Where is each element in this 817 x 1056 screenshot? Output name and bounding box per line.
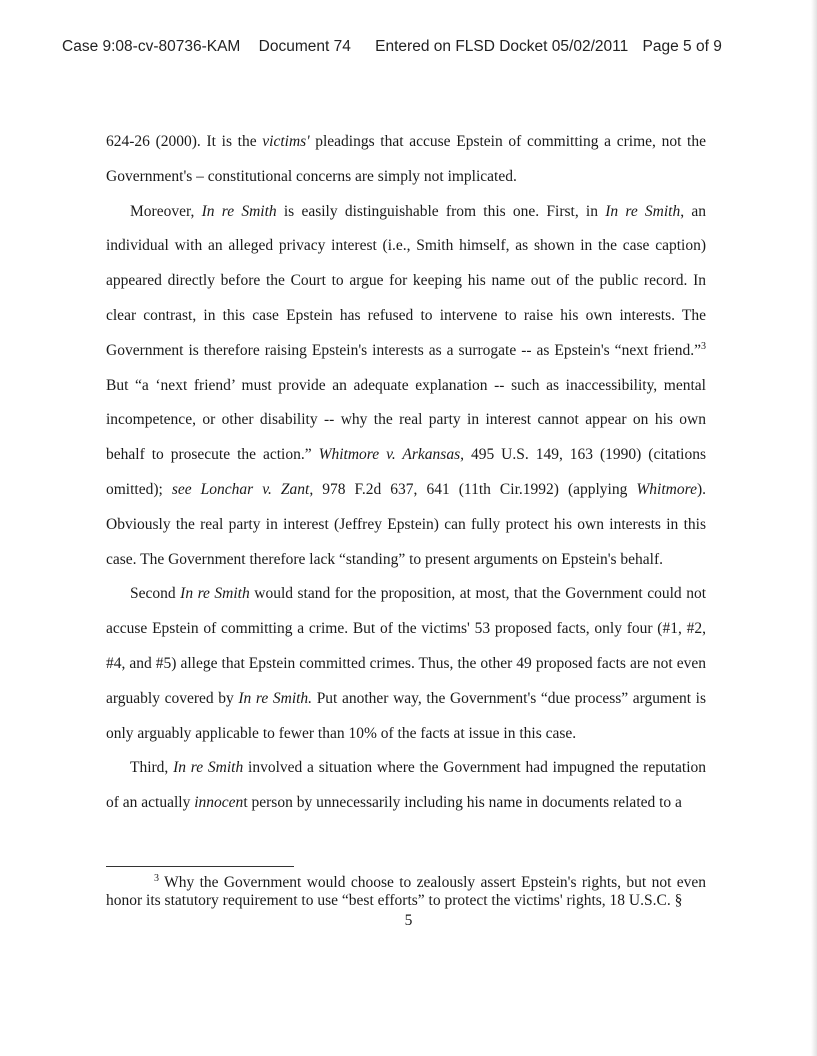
footnote [106, 874, 706, 910]
paragraph-text: Second [130, 585, 181, 603]
footnote-reference: 3 [701, 340, 706, 352]
paragraph-text: 978 F.2d 637, 641 (11th Cir.1992) (applying [313, 480, 637, 498]
body-text [106, 125, 706, 821]
paragraph-text: 624-26 (2000). It is the [106, 133, 263, 150]
italic-text: see Lonchar v. Zant, [171, 480, 314, 498]
italic-text: In re Smith [180, 585, 250, 603]
paragraph-text: Third, [130, 759, 174, 777]
italic-text: Whitmore v. Arkansas, [318, 446, 464, 464]
footnote-number: 3 [154, 873, 159, 884]
paragraph-text: Moreover, [130, 202, 202, 220]
italic-text: Whitmore [636, 480, 697, 498]
italic-text: In re Smith [605, 202, 681, 220]
docket-entry-date: Entered on FLSD Docket 05/02/2011 [375, 38, 629, 55]
paragraph-text: Put another way, the Government's “due process” argument is only arguably applicable to fewer than 10% of the facts at issue in this case. [106, 689, 706, 742]
footnote-paragraph [106, 874, 706, 910]
body-paragraph [106, 577, 706, 751]
paragraph-text: 495 U.S. 149, 163 (1990) (citations omitted); [106, 446, 706, 498]
paragraph-text: ). Obviously the real party in interest (Jeffrey Epstein) can fully protect his own interests in this case. The Government therefore lack “standing” to present arguments on Epstein's behalf. [106, 480, 706, 568]
paragraph-text: pleadings that accuse Epstein of committing a crime, not the Government's – constitutional concerns are simply not implicated. [106, 133, 706, 185]
paragraph-text: But “a ‘next friend’ must provide an adequate explanation -- such as inaccessibility, mental incompetence, or other disability -- why the real party in interest cannot appear on his own behalf to prosecute the action.” [106, 376, 706, 464]
body-paragraph [106, 195, 706, 578]
page-indicator: Page 5 of 9 [642, 38, 722, 55]
italic-text: victims' [262, 133, 310, 150]
italic-text: innocen [194, 794, 244, 812]
document-number: Document 74 [258, 38, 351, 55]
page-number: 5 [404, 912, 413, 929]
paragraph-text: involved a situation where the Government had impugned the reputation of an actually [106, 759, 707, 812]
italic-text: In re Smith. [238, 689, 313, 707]
paragraph-text: is easily distinguishable from this one. First, in [276, 202, 606, 220]
paragraph-text: t person by unnecessarily including his name in documents related to a [243, 794, 682, 812]
footnote-divider [106, 866, 294, 867]
paragraph-text: , an individual with an alleged privacy interest (i.e., Smith himself, as shown in the case caption) appeared directly before the Court to argue for keeping his name out of the public record. In clear contrast, in this case Epstein has refused to intervene to raise his own interests. The Government is therefore raising Epstein's interests as a surrogate -- as Epstein's “next friend.” [106, 202, 706, 359]
page-edge-shadow [811, 0, 817, 1056]
italic-text: In re Smith [201, 202, 277, 220]
italic-text: In re Smith [173, 759, 244, 777]
case-number: Case 9:08-cv-80736-KAM [62, 38, 241, 55]
paragraph-text: would stand for the proposition, at most, that the Government could not accuse Epstein of committing a crime. But of the victims' 53 proposed facts, only four (#1, #2, #4, and #5) allege that Epstein committed crimes. Thus, the other 49 proposed facts are not even arguably covered by [106, 585, 706, 707]
footnote-text: Why the Government would choose to zealously assert Epstein's rights, but not even honor its statutory requirement to use “best efforts” to protect the victims' rights, 18 U.S.C. § [106, 874, 706, 909]
body-paragraph [106, 751, 706, 821]
court-filing-header [62, 38, 762, 56]
body-paragraph [106, 125, 706, 195]
